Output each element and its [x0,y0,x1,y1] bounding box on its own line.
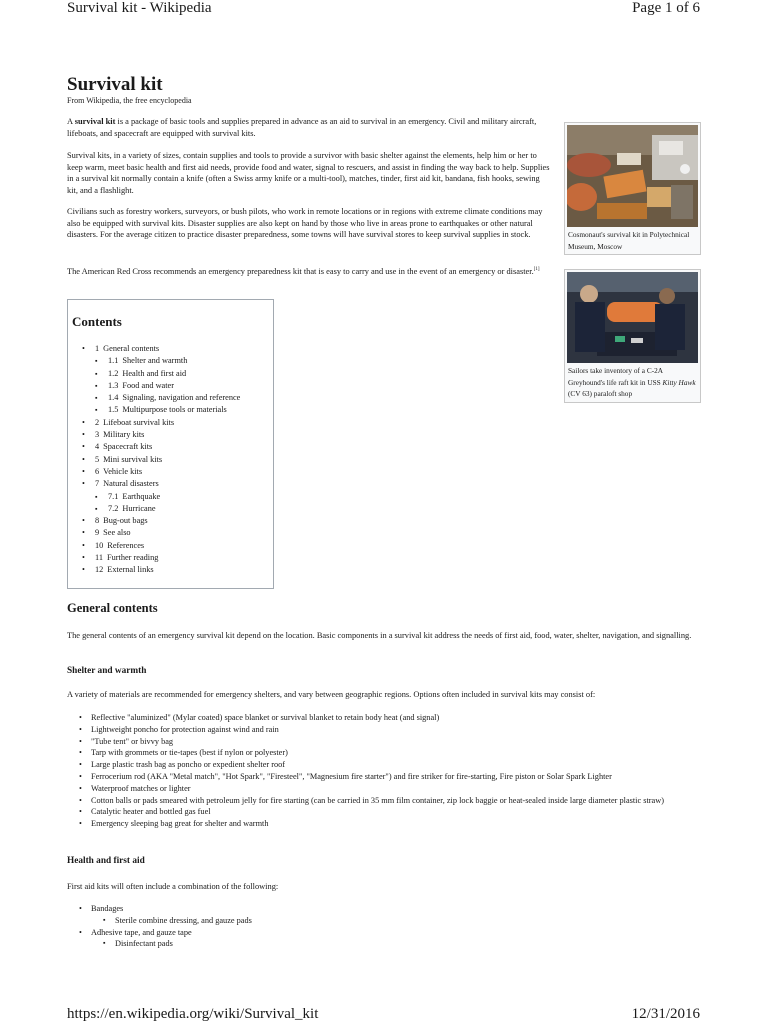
toc-number: 7.1 [108,491,119,501]
list-item: • Adhesive tape, and gauze tape [67,927,707,939]
section-heading-general-contents: General contents [67,601,158,615]
figure-sailors-inventory [564,269,701,403]
toc-number: 7 [95,479,100,489]
toc-label[interactable]: External links [107,565,154,575]
toc-number: 1.4 [108,393,119,403]
toc-number: 5 [95,454,100,464]
list-item: • Large plastic trash bag as poncho or expedient shelter roof [67,759,707,771]
health-list [67,903,707,950]
toc-item[interactable] [82,380,240,392]
toc-list [82,343,240,577]
toc-label[interactable]: Shelter and warmth [122,356,188,366]
toc-item[interactable] [82,368,240,380]
toc-item[interactable] [82,564,240,576]
toc-number: 9 [95,528,100,538]
toc-label[interactable]: General contents [103,344,160,353]
page-header-title: Survival kit - Wikipedia [67,0,212,16]
toc-item[interactable] [82,343,240,355]
cosmonaut-kit-image[interactable] [567,125,698,227]
toc-item[interactable] [82,429,240,441]
toc-number: 1 [95,344,100,353]
toc-label[interactable]: Military kits [103,430,145,440]
toc-label[interactable]: Multipurpose tools or materials [122,405,227,415]
toc-item[interactable] [82,417,240,429]
shelter-list [67,712,707,830]
toc-label[interactable]: Further reading [107,553,159,563]
ship-link[interactable]: Kitty Hawk [662,377,696,387]
list-item: • Bandages [67,903,707,915]
list-item: • Catalytic heater and bottled gas fuel [67,806,707,818]
sailors-inventory-image[interactable] [567,272,698,363]
section-heading-health: Health and first aid [67,856,145,866]
article-source: From Wikipedia, the free encyclopedia [67,96,192,105]
list-item: • Tarp with grommets or tie-tapes (best if nylon or polyester) [67,747,707,759]
page-number: Page 1 of 6 [632,0,700,16]
list-item: • Cotton balls or pads smeared with petroleum jelly for fire starting (can be carried in 35 mm film container, zip lock baggie or heat-sealed inside large diameter plastic straw) [67,795,707,807]
toc-item[interactable] [82,491,240,503]
list-item: ▪ Disinfectant pads [67,938,707,950]
figure-caption-1: Cosmonaut's survival kit in Polytechnical Museum, Moscow [568,230,690,251]
toc-item[interactable] [82,392,240,404]
toc-number: 10 [95,540,104,550]
toc-item[interactable] [82,552,240,564]
toc-number: 3 [95,430,100,440]
intro-paragraph-4: The American Red Cross recommends an emergency preparedness kit that is easy to carry and use in the event of an emergency or disaster.[1] [67,266,540,276]
section-heading-shelter: Shelter and warmth [67,666,147,676]
figure-caption-2: Sailors take inventory of a C-2A Greyhound's life raft kit in USS Kitty Hawk (CV 63) paraloft shop [568,366,696,398]
toc-item[interactable] [82,355,240,367]
list-item: • Ferrocerium rod (AKA "Metal match", "Hot Spark", "Firesteel", "Magnesium fire starter") and fire striker for fire-starting, Fire piston or Solar Spark Lighter [67,771,707,783]
toc-item[interactable] [82,515,240,527]
toc-number: 8 [95,516,100,526]
list-item: • Waterproof matches or lighter [67,783,707,795]
toc-label[interactable]: Food and water [122,380,174,390]
list-item: • Emergency sleeping bag great for shelter and warmth [67,818,707,830]
toc-number: 1.2 [108,368,119,378]
toc-number: 1.3 [108,380,119,390]
list-item: • "Tube tent" or bivvy bag [67,736,707,748]
toc-label[interactable]: Earthquake [122,491,161,501]
toc-number: 12 [95,565,104,575]
citation-link[interactable]: [1] [533,267,540,272]
toc-label[interactable]: See also [103,528,131,538]
toc-label[interactable]: Vehicle kits [103,466,143,476]
intro-paragraph-1: A survival kit is a package of basic tools and supplies prepared in advance as an aid to survival in an emergency. Civil and military aircraft, lifeboats, and spacecraft are equipped with survival kits. [67,117,537,138]
toc-item[interactable] [82,441,240,453]
toc-number: 2 [95,417,100,427]
toc-label[interactable]: Mini survival kits [103,454,163,464]
toc-item[interactable] [82,454,240,466]
toc-label[interactable]: References [107,540,145,550]
shelter-intro-paragraph: A variety of materials are recommended for emergency shelters, and vary between geographic regions. Options often included in survival kits may consist of: [67,690,596,699]
toc-label[interactable]: Health and first aid [122,368,187,378]
bold-term: survival kit [74,117,116,126]
toc-number: 1.5 [108,405,119,415]
print-date: 12/31/2016 [631,1006,700,1022]
toc-title: Contents [72,314,122,329]
toc-label[interactable]: Signaling, navigation and reference [122,393,241,403]
toc-number: 1.1 [108,356,119,366]
list-item: ▪ Sterile combine dressing, and gauze pads [67,915,707,927]
toc-number: 4 [95,442,100,452]
toc-item[interactable] [82,540,240,552]
list-item: • Reflective "aluminized" (Mylar coated) space blanket or survival blanket to retain body heat (and signal) [67,712,707,724]
toc-item[interactable] [82,478,240,490]
health-intro-paragraph: First aid kits will often include a combination of the following: [67,882,279,891]
toc-item[interactable] [82,527,240,539]
toc-label[interactable]: Bug-out bags [103,516,148,526]
toc-number: 6 [95,466,100,476]
toc-label[interactable]: Lifeboat survival kits [103,417,175,427]
article-title: Survival kit [67,74,163,95]
list-item: • Lightweight poncho for protection against wind and rain [67,724,707,736]
toc-label[interactable]: Spacecraft kits [103,442,153,452]
intro-paragraph-3: Civilians such as forestry workers, surveyors, or bush pilots, who work in remote locations or in regions with extreme climate conditions may also be equipped with survival kits. Disaster supplies are also kept on hand by those who live in areas prone to earthquakes or other natural disasters. For the average citizen to practice disaster preparedness, some towns will have survival stores to keep survival supplies in stock. [67,207,543,239]
page-url: https://en.wikipedia.org/wiki/Survival_kit [67,1006,319,1022]
toc-number: 11 [95,553,103,563]
toc-number: 7.2 [108,503,119,513]
general-contents-paragraph: The general contents of an emergency survival kit depend on the location. Basic components in a survival kit address the needs of first aid, food, water, shelter, navigation, and signalling. [67,631,692,640]
toc-label[interactable]: Hurricane [122,503,156,513]
figure-cosmonaut-kit [564,122,701,255]
toc-item[interactable] [82,466,240,478]
toc-item[interactable] [82,404,240,416]
table-of-contents [67,299,274,589]
intro-paragraph-2: Survival kits, in a variety of sizes, contain supplies and tools to provide a survivor with basic shelter against the elements, help him or her to keep warm, meet basic health and first aid needs, provide food and water, signal to rescuers, and assist in finding the way back to help. Supplies in a survival kit normally contain a knife (often a Swiss army knife or a multi-tool), matches, tinder, first aid kit, bandana, fish hooks, sewing kit, and a flashlight. [67,151,550,195]
toc-item[interactable] [82,503,240,515]
toc-label[interactable]: Natural disasters [103,479,159,489]
